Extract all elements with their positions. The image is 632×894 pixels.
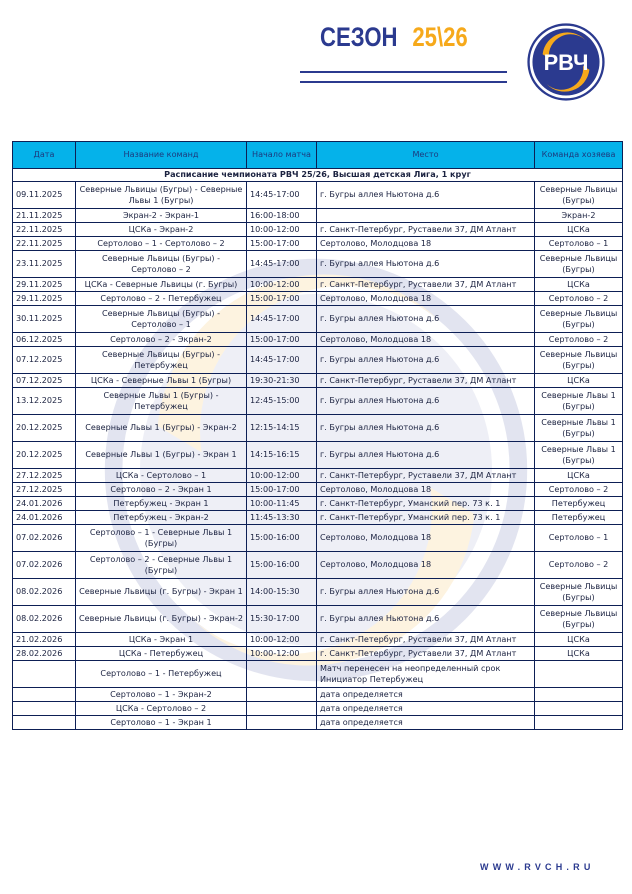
column-header-date: Дата bbox=[13, 142, 76, 169]
match-teams: Северные Львицы (Бугры) - Сертолово – 2 bbox=[76, 251, 247, 278]
match-date: 07.02.2026 bbox=[13, 552, 76, 579]
match-start-time: 15:30-17:00 bbox=[247, 606, 317, 633]
match-place: г. Бугры аллея Ньютона д.6 bbox=[317, 606, 535, 633]
match-place: Сертолово, Молодцова 18 bbox=[317, 292, 535, 306]
match-place: Сертолово, Молодцова 18 bbox=[317, 483, 535, 497]
match-place: Матч перенесен на неопределенный срок Инициатор Петербужец bbox=[317, 661, 535, 688]
match-date: 27.12.2025 bbox=[13, 469, 76, 483]
table-row bbox=[13, 483, 623, 497]
match-start-time: 14:45-17:00 bbox=[247, 347, 317, 374]
table-row bbox=[13, 702, 623, 716]
match-teams: ЦСКа - Сертолово – 1 bbox=[76, 469, 247, 483]
match-teams: Сертолово – 1 - Петербужец bbox=[76, 661, 247, 688]
match-teams: ЦСКа - Экран 1 bbox=[76, 633, 247, 647]
match-place bbox=[317, 209, 535, 223]
table-row bbox=[13, 223, 623, 237]
logo-text: РВЧ bbox=[543, 49, 589, 75]
table-row bbox=[13, 347, 623, 374]
match-teams: Петербужец - Экран 1 bbox=[76, 497, 247, 511]
match-start-time: 10:00-12:00 bbox=[247, 647, 317, 661]
match-date: 20.12.2025 bbox=[13, 415, 76, 442]
match-date: 07.12.2025 bbox=[13, 374, 76, 388]
match-teams: ЦСКа - Экран-2 bbox=[76, 223, 247, 237]
match-teams: Северные Львицы (г. Бугры) - Экран 1 bbox=[76, 579, 247, 606]
match-host-team bbox=[535, 702, 623, 716]
match-teams: ЦСКа - Петербужец bbox=[76, 647, 247, 661]
match-date: 09.11.2025 bbox=[13, 182, 76, 209]
match-place: дата определяется bbox=[317, 716, 535, 730]
match-teams: Сертолово – 2 - Петербужец bbox=[76, 292, 247, 306]
match-date: 30.11.2025 bbox=[13, 306, 76, 333]
match-start-time: 14:45-17:00 bbox=[247, 182, 317, 209]
match-host-team: Сертолово – 1 bbox=[535, 525, 623, 552]
match-start-time: 19:30-21:30 bbox=[247, 374, 317, 388]
match-teams: Сертолово – 2 - Северные Львы 1 (Бугры) bbox=[76, 552, 247, 579]
match-teams: ЦСКа - Северные Львицы (г. Бугры) bbox=[76, 278, 247, 292]
match-teams: Северные Львицы (Бугры) - Северные Львы 1 (Бугры) bbox=[76, 182, 247, 209]
match-start-time: 10:00-11:45 bbox=[247, 497, 317, 511]
table-row bbox=[13, 251, 623, 278]
match-teams: Экран-2 - Экран-1 bbox=[76, 209, 247, 223]
match-teams: Северные Львы 1 (Бугры) - Петербужец bbox=[76, 388, 247, 415]
match-place: г. Бугры аллея Ньютона д.6 bbox=[317, 415, 535, 442]
match-teams: ЦСКа - Сертолово – 2 bbox=[76, 702, 247, 716]
match-place: г. Санкт-Петербург, Руставели 37, ДМ Атлант bbox=[317, 469, 535, 483]
match-host-team: ЦСКа bbox=[535, 278, 623, 292]
match-host-team: Экран-2 bbox=[535, 209, 623, 223]
match-teams: Северные Львицы (Бугры) - Сертолово – 1 bbox=[76, 306, 247, 333]
match-start-time: 12:15-14:15 bbox=[247, 415, 317, 442]
match-start-time: 14:45-17:00 bbox=[247, 306, 317, 333]
match-host-team: Сертолово – 2 bbox=[535, 292, 623, 306]
match-place: дата определяется bbox=[317, 702, 535, 716]
match-date: 24.01.2026 bbox=[13, 511, 76, 525]
match-teams: Сертолово – 2 - Экран-2 bbox=[76, 333, 247, 347]
table-row bbox=[13, 237, 623, 251]
match-start-time: 15:00-16:00 bbox=[247, 552, 317, 579]
season-years: 25\26 bbox=[412, 22, 468, 52]
match-place: г. Санкт-Петербург, Руставели 37, ДМ Атлант bbox=[317, 278, 535, 292]
match-host-team: Северные Львы 1 (Бугры) bbox=[535, 442, 623, 469]
match-start-time bbox=[247, 688, 317, 702]
match-place: г. Санкт-Петербург, Уманский пер. 73 к. 1 bbox=[317, 511, 535, 525]
match-teams: Сертолово – 1 - Сертолово – 2 bbox=[76, 237, 247, 251]
table-row bbox=[13, 511, 623, 525]
match-start-time: 15:00-17:00 bbox=[247, 333, 317, 347]
match-start-time: 10:00-12:00 bbox=[247, 223, 317, 237]
match-place: г. Бугры аллея Ньютона д.6 bbox=[317, 251, 535, 278]
table-row bbox=[13, 525, 623, 552]
table-row bbox=[13, 552, 623, 579]
match-start-time: 12:45-15:00 bbox=[247, 388, 317, 415]
match-start-time: 16:00-18:00 bbox=[247, 209, 317, 223]
match-host-team: ЦСКа bbox=[535, 633, 623, 647]
match-start-time: 15:00-17:00 bbox=[247, 237, 317, 251]
match-date: 08.02.2026 bbox=[13, 579, 76, 606]
match-place: Сертолово, Молодцова 18 bbox=[317, 333, 535, 347]
match-host-team: Северные Львицы (Бугры) bbox=[535, 182, 623, 209]
match-teams: Сертолово – 1 - Экран 1 bbox=[76, 716, 247, 730]
table-header-row bbox=[13, 142, 623, 169]
header-rule-top bbox=[300, 71, 507, 73]
match-start-time: 14:45-17:00 bbox=[247, 251, 317, 278]
match-host-team: Сертолово – 2 bbox=[535, 483, 623, 497]
match-host-team: Сертолово – 2 bbox=[535, 552, 623, 579]
match-date: 29.11.2025 bbox=[13, 278, 76, 292]
rvch-logo-icon bbox=[527, 23, 605, 101]
column-header-start-time: Начало матча bbox=[247, 142, 317, 169]
match-place: г. Бугры аллея Ньютона д.6 bbox=[317, 306, 535, 333]
match-teams: Сертолово – 1 - Экран-2 bbox=[76, 688, 247, 702]
match-date: 07.12.2025 bbox=[13, 347, 76, 374]
match-place: г. Санкт-Петербург, Уманский пер. 73 к. 1 bbox=[317, 497, 535, 511]
match-start-time: 10:00-12:00 bbox=[247, 278, 317, 292]
match-host-team: Сертолово – 1 bbox=[535, 237, 623, 251]
season-title bbox=[320, 22, 468, 53]
match-host-team: Сертолово – 2 bbox=[535, 333, 623, 347]
match-host-team: Северные Львицы (Бугры) bbox=[535, 347, 623, 374]
match-host-team: Северные Львицы (Бугры) bbox=[535, 606, 623, 633]
table-row bbox=[13, 688, 623, 702]
match-start-time: 10:00-12:00 bbox=[247, 633, 317, 647]
match-place: г. Бугры аллея Ньютона д.6 bbox=[317, 182, 535, 209]
table-caption: Расписание чемпионата РВЧ 25/26, Высшая детская Лига, 1 круг bbox=[13, 169, 623, 182]
match-date bbox=[13, 716, 76, 730]
match-date: 28.02.2026 bbox=[13, 647, 76, 661]
match-date: 22.11.2025 bbox=[13, 237, 76, 251]
match-date: 23.11.2025 bbox=[13, 251, 76, 278]
match-date: 27.12.2025 bbox=[13, 483, 76, 497]
season-label: СЕЗОН bbox=[320, 22, 398, 52]
match-host-team bbox=[535, 661, 623, 688]
match-host-team bbox=[535, 688, 623, 702]
table-row bbox=[13, 182, 623, 209]
match-start-time bbox=[247, 702, 317, 716]
match-host-team: ЦСКа bbox=[535, 374, 623, 388]
table-row bbox=[13, 278, 623, 292]
match-place: г. Бугры аллея Ньютона д.6 bbox=[317, 388, 535, 415]
match-host-team bbox=[535, 716, 623, 730]
table-row bbox=[13, 647, 623, 661]
table-row bbox=[13, 661, 623, 688]
match-start-time: 14:15-16:15 bbox=[247, 442, 317, 469]
match-host-team: Петербужец bbox=[535, 497, 623, 511]
table-row bbox=[13, 606, 623, 633]
match-teams: Северные Львы 1 (Бугры) - Экран 1 bbox=[76, 442, 247, 469]
match-place: дата определяется bbox=[317, 688, 535, 702]
match-host-team: Северные Львы 1 (Бугры) bbox=[535, 415, 623, 442]
match-teams: ЦСКа - Северные Львы 1 (Бугры) bbox=[76, 374, 247, 388]
match-place: г. Санкт-Петербург, Руставели 37, ДМ Атлант bbox=[317, 633, 535, 647]
match-start-time: 15:00-17:00 bbox=[247, 483, 317, 497]
column-header-place: Место bbox=[317, 142, 535, 169]
match-start-time: 15:00-17:00 bbox=[247, 292, 317, 306]
match-teams: Петербужец - Экран-2 bbox=[76, 511, 247, 525]
match-teams: Северные Львицы (Бугры) - Петербужец bbox=[76, 347, 247, 374]
match-host-team: ЦСКа bbox=[535, 647, 623, 661]
table-row bbox=[13, 716, 623, 730]
match-teams: Сертолово – 2 - Экран 1 bbox=[76, 483, 247, 497]
match-start-time bbox=[247, 716, 317, 730]
match-host-team: Северные Львицы (Бугры) bbox=[535, 306, 623, 333]
table-row bbox=[13, 306, 623, 333]
match-host-team: Северные Львы 1 (Бугры) bbox=[535, 388, 623, 415]
table-row bbox=[13, 442, 623, 469]
table-row bbox=[13, 388, 623, 415]
table-row bbox=[13, 374, 623, 388]
match-date: 24.01.2026 bbox=[13, 497, 76, 511]
match-teams: Северные Львицы (г. Бугры) - Экран-2 bbox=[76, 606, 247, 633]
match-date bbox=[13, 688, 76, 702]
match-place: г. Бугры аллея Ньютона д.6 bbox=[317, 579, 535, 606]
match-date: 21.02.2026 bbox=[13, 633, 76, 647]
match-host-team: Северные Львицы (Бугры) bbox=[535, 251, 623, 278]
match-place: г. Санкт-Петербург, Руставели 37, ДМ Атлант bbox=[317, 223, 535, 237]
schedule-table bbox=[12, 141, 623, 730]
match-date: 21.11.2025 bbox=[13, 209, 76, 223]
match-start-time: 10:00-12:00 bbox=[247, 469, 317, 483]
table-caption-row bbox=[13, 169, 623, 182]
table-row bbox=[13, 292, 623, 306]
column-header-host-team: Команда хозяева bbox=[535, 142, 623, 169]
match-date: 22.11.2025 bbox=[13, 223, 76, 237]
match-teams: Сертолово – 1 - Северные Львы 1 (Бугры) bbox=[76, 525, 247, 552]
table-row bbox=[13, 333, 623, 347]
match-start-time: 11:45-13:30 bbox=[247, 511, 317, 525]
match-date bbox=[13, 702, 76, 716]
match-date: 06.12.2025 bbox=[13, 333, 76, 347]
table-row bbox=[13, 415, 623, 442]
match-place: Сертолово, Молодцова 18 bbox=[317, 552, 535, 579]
match-host-team: Северные Львицы (Бугры) bbox=[535, 579, 623, 606]
table-row bbox=[13, 579, 623, 606]
match-start-time: 15:00-16:00 bbox=[247, 525, 317, 552]
table-row bbox=[13, 209, 623, 223]
match-place: Сертолово, Молодцова 18 bbox=[317, 237, 535, 251]
match-teams: Северные Львы 1 (Бугры) - Экран-2 bbox=[76, 415, 247, 442]
match-start-time: 14:00-15:30 bbox=[247, 579, 317, 606]
column-header-teams: Название команд bbox=[76, 142, 247, 169]
match-host-team: ЦСКа bbox=[535, 223, 623, 237]
match-place: г. Бугры аллея Ньютона д.6 bbox=[317, 442, 535, 469]
match-host-team: ЦСКа bbox=[535, 469, 623, 483]
match-date: 08.02.2026 bbox=[13, 606, 76, 633]
match-place: г. Санкт-Петербург, Руставели 37, ДМ Атлант bbox=[317, 647, 535, 661]
match-date: 20.12.2025 bbox=[13, 442, 76, 469]
table-row bbox=[13, 497, 623, 511]
header-rule-bottom bbox=[300, 81, 507, 83]
table-row bbox=[13, 469, 623, 483]
match-date: 13.12.2025 bbox=[13, 388, 76, 415]
match-place: Сертолово, Молодцова 18 bbox=[317, 525, 535, 552]
table-body bbox=[13, 182, 623, 730]
match-start-time bbox=[247, 661, 317, 688]
table-row bbox=[13, 633, 623, 647]
match-host-team: Петербужец bbox=[535, 511, 623, 525]
match-date bbox=[13, 661, 76, 688]
match-place: г. Бугры аллея Ньютона д.6 bbox=[317, 347, 535, 374]
match-date: 07.02.2026 bbox=[13, 525, 76, 552]
website-link[interactable]: WWW.RVCH.RU bbox=[480, 862, 595, 872]
match-date: 29.11.2025 bbox=[13, 292, 76, 306]
match-place: г. Санкт-Петербург, Руставели 37, ДМ Атлант bbox=[317, 374, 535, 388]
